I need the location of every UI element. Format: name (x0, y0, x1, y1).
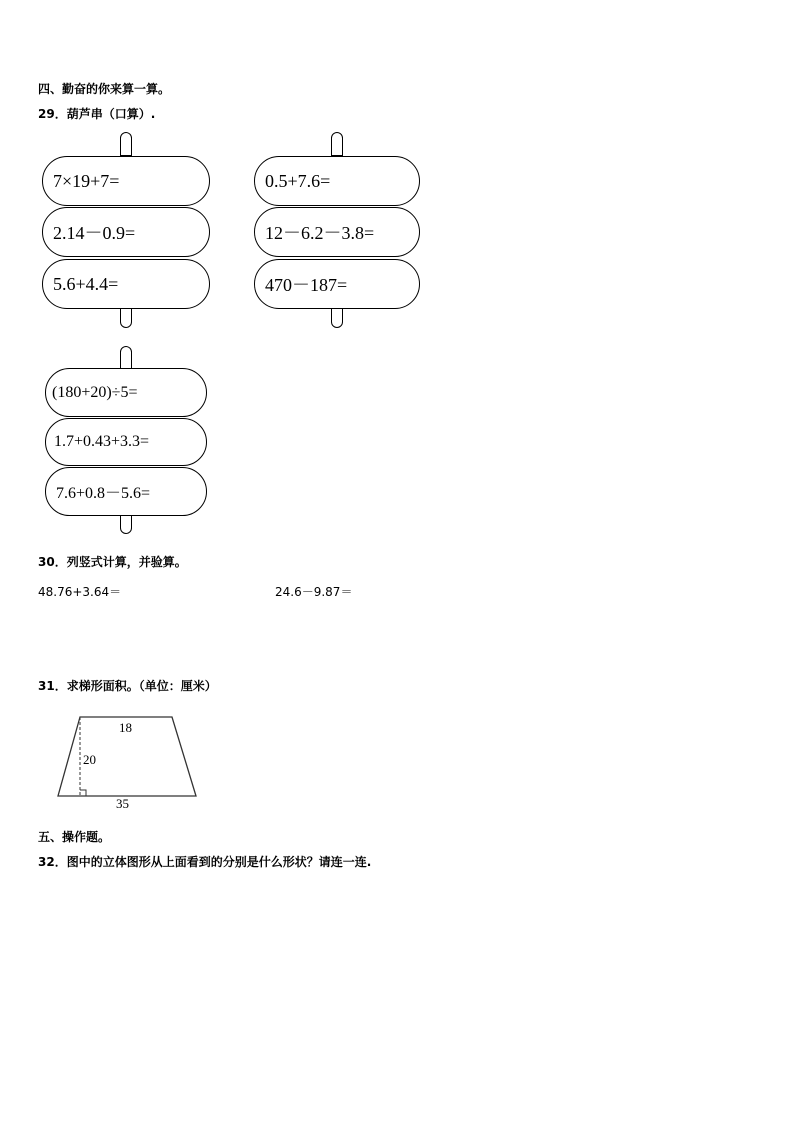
section-four-heading: 四、勤奋的你来算一算。 (38, 82, 171, 96)
gourd-bead: 470－187= (254, 259, 420, 309)
vertical-calc-problem-1: 48.76+3.64＝ (38, 585, 122, 599)
question-30-title: 30．列竖式计算，并验算。 (38, 555, 187, 569)
gourd-stick-top (120, 346, 132, 370)
question-32-title: 32．图中的立体图形从上面看到的分别是什么形状？请连一连. (38, 855, 372, 869)
gourd-stick-top (120, 132, 132, 156)
gourd-bead: (180+20)÷5= (45, 368, 207, 417)
gourd-bead: 5.6+4.4= (42, 259, 210, 309)
gourd-string-2 (254, 132, 420, 328)
gourd-bead: 12－6.2－3.8= (254, 207, 420, 257)
gourd-string-3 (45, 346, 207, 534)
section-five-heading: 五、操作题。 (38, 830, 111, 844)
gourd-bead: 7×19+7= (42, 156, 210, 206)
gourd-bead: 0.5+7.6= (254, 156, 420, 206)
question-29-title: 29．葫芦串（口算）. (38, 107, 156, 121)
trapezoid-bottom-label: 35 (116, 796, 129, 811)
gourd-string-1 (42, 132, 210, 328)
trapezoid-top-label: 18 (119, 720, 132, 735)
gourd-bead: 7.6+0.8－5.6= (45, 467, 207, 516)
vertical-calc-problem-2: 24.6－9.87＝ (275, 585, 353, 599)
right-angle-mark (80, 790, 86, 796)
trapezoid-height-label: 20 (83, 752, 96, 767)
gourd-bead: 1.7+0.43+3.3= (45, 418, 207, 466)
gourd-stick-top (331, 132, 343, 156)
gourd-bead: 2.14－0.9= (42, 207, 210, 257)
trapezoid-figure (50, 710, 210, 814)
question-31-title: 31．求梯形面积。（单位：厘米） (38, 679, 217, 693)
